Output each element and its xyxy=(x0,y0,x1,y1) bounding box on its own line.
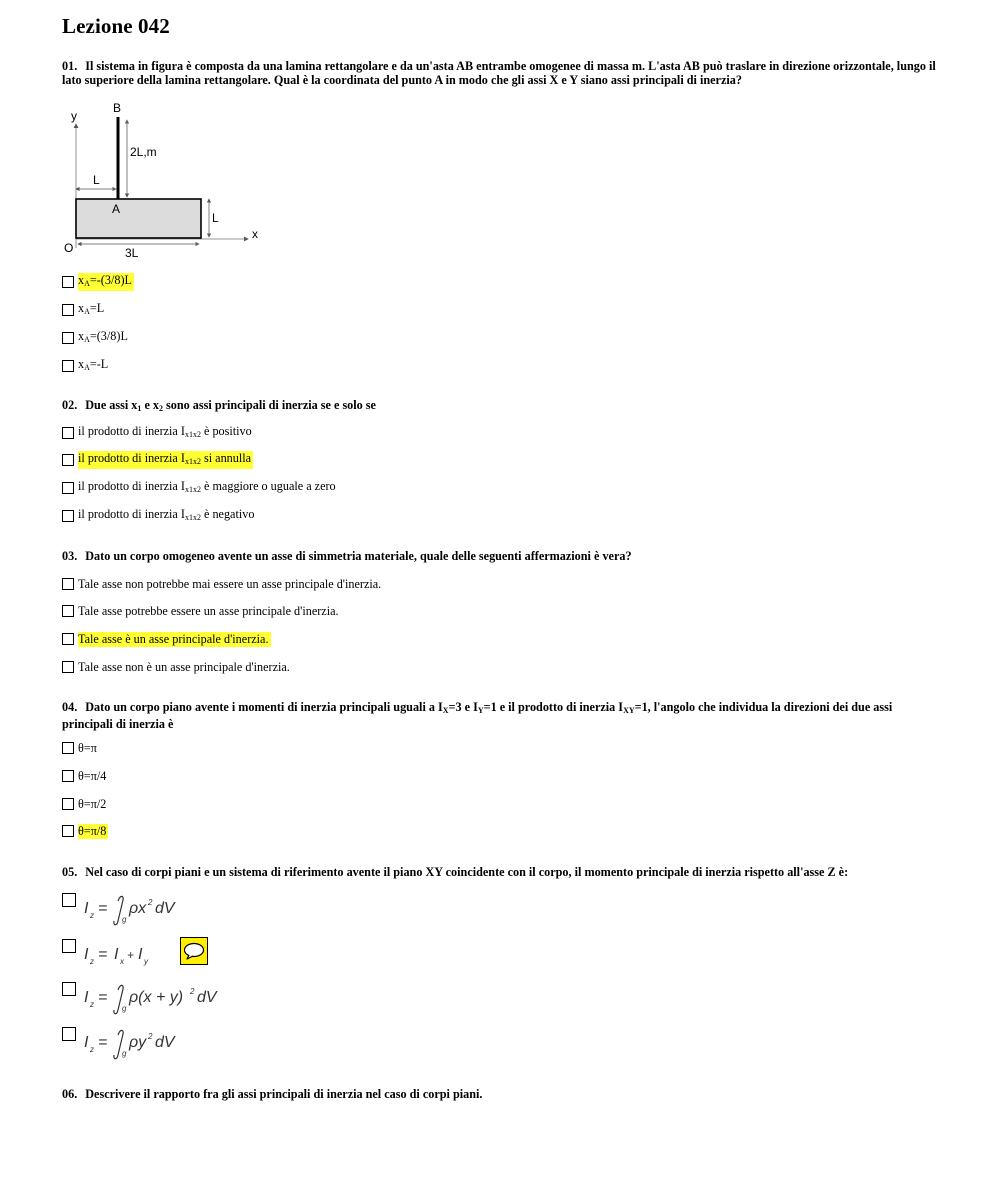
checkbox[interactable] xyxy=(62,798,74,810)
q2-option-1[interactable] xyxy=(62,425,254,441)
option-text: θ=π xyxy=(78,740,97,755)
option-text: Tale asse potrebbe essere un asse principale d'inerzia. xyxy=(78,603,339,618)
q4-option-1[interactable] xyxy=(62,740,99,756)
svg-text:z: z xyxy=(90,1000,94,1009)
svg-text:y: y xyxy=(144,957,148,966)
checkbox[interactable] xyxy=(62,304,74,316)
page-title: Lezione 042 xyxy=(62,14,170,38)
svg-text:=: = xyxy=(98,900,108,917)
option-text: Tale asse non potrebbe mai essere un asse principale d'inerzia. xyxy=(78,576,382,591)
svg-text:2: 2 xyxy=(190,987,195,996)
svg-text:ρy: ρy xyxy=(129,1034,147,1051)
q3-option-4[interactable] xyxy=(62,659,292,675)
svg-text:=: = xyxy=(98,946,108,963)
q1-option-1[interactable] xyxy=(62,274,134,290)
svg-text:I: I xyxy=(114,946,119,963)
option-text: θ=π/2 xyxy=(78,796,107,811)
q5-option-1[interactable] xyxy=(62,891,202,929)
lamina-rectangle xyxy=(76,199,201,238)
svg-text:x: x xyxy=(120,957,124,966)
option-text: $x_A=-(3/8)L$ xyxy=(78,273,134,291)
checkbox[interactable] xyxy=(62,770,74,782)
lamina-rod-figure xyxy=(62,100,272,265)
option-text: il prodotto di inerzia $I_{x1x2}$ è maggiore o uguale a zero xyxy=(78,479,336,494)
q1-option-3[interactable] xyxy=(62,330,130,346)
option-text: Tale asse è un asse principale d'inerzia. xyxy=(78,631,269,646)
q5-option-3[interactable] xyxy=(62,980,232,1018)
question-06 xyxy=(62,1088,942,1102)
svg-text:I: I xyxy=(84,900,89,917)
q4-option-3[interactable] xyxy=(62,796,108,812)
checkbox[interactable] xyxy=(62,332,74,344)
q4-option-2[interactable] xyxy=(62,768,108,784)
svg-text:z: z xyxy=(90,1045,94,1054)
svg-text:=: = xyxy=(98,1034,108,1051)
q5-option-4[interactable] xyxy=(62,1025,202,1063)
svg-text:ρx: ρx xyxy=(129,900,147,917)
formula-Iz-integral-rho-x-plus-y-squared xyxy=(82,980,232,1018)
question-number: 04. xyxy=(62,700,78,714)
q2-option-2[interactable] xyxy=(62,452,253,468)
checkbox[interactable] xyxy=(62,1027,76,1041)
formula-Iz-integral-rho-y2 xyxy=(82,1025,202,1063)
q3-option-2[interactable] xyxy=(62,603,341,619)
svg-text:I: I xyxy=(84,946,89,963)
q3-option-3[interactable] xyxy=(62,631,271,647)
question-number: 03. xyxy=(62,549,78,563)
figure-label-3L: 3L xyxy=(125,246,139,260)
question-number: 05. xyxy=(62,865,78,879)
svg-text:2: 2 xyxy=(148,1032,153,1041)
q4-option-4[interactable] xyxy=(62,823,108,839)
svg-text:2: 2 xyxy=(148,898,153,907)
checkbox[interactable] xyxy=(62,939,76,953)
checkbox[interactable] xyxy=(62,427,74,439)
checkbox[interactable] xyxy=(62,982,76,996)
q1-option-2[interactable] xyxy=(62,302,106,318)
figure-label-L-top: L xyxy=(93,173,100,187)
formula-Iz-integral-rho-x2 xyxy=(82,891,202,929)
question-text: Dato un corpo omogeneo avente un asse di simmetria materiale, quale delle seguenti affermazioni è vera? xyxy=(85,549,632,563)
q2-option-3[interactable] xyxy=(62,480,338,496)
svg-text:I: I xyxy=(84,1034,89,1051)
option-text: $x_A=(3/8)L$ xyxy=(78,329,128,344)
option-text: Tale asse non è un asse principale d'inerzia. xyxy=(78,659,290,674)
figure-label-y: y xyxy=(71,109,77,123)
q1-option-4[interactable] xyxy=(62,358,110,374)
svg-text:dV: dV xyxy=(155,900,175,917)
svg-text:g: g xyxy=(122,1004,127,1013)
figure-label-A: A xyxy=(112,202,121,216)
option-text: $x_A=-L$ xyxy=(78,357,109,372)
checkbox[interactable] xyxy=(62,633,74,645)
option-text: il prodotto di inerzia $I_{x1x2}$ è positivo xyxy=(78,424,252,439)
svg-text:ρ(x + y): ρ(x + y) xyxy=(129,989,184,1006)
question-02: 02. Due assi $x_1$ e $x_2$ sono assi principali di inerzia se e solo se xyxy=(62,398,376,413)
svg-text:I: I xyxy=(84,989,89,1006)
question-number: 06. xyxy=(62,1087,78,1101)
q2-option-4[interactable] xyxy=(62,508,256,524)
q5-option-2[interactable] xyxy=(62,937,208,975)
checkbox[interactable] xyxy=(62,578,74,590)
svg-text:=: = xyxy=(98,989,108,1006)
figure-label-L-side: L xyxy=(212,211,219,225)
checkbox[interactable] xyxy=(62,661,74,673)
option-text: θ=π/8 xyxy=(78,823,107,838)
figure-label-rod: 2L,m xyxy=(130,145,157,159)
question-04: 04. Dato un corpo piano avente i momenti di inerzia principali uguali a $I_X=3$ e $I_Y=1$ e il prodotto di inerzia $I_{XY}=1$, l'angolo che individua la direzioni dei due assi principali di inerzia è xyxy=(62,700,893,731)
svg-text:I: I xyxy=(138,946,143,963)
figure-label-x: x xyxy=(252,227,258,241)
checkbox[interactable] xyxy=(62,482,74,494)
checkbox[interactable] xyxy=(62,510,74,522)
svg-text:dV: dV xyxy=(155,1034,175,1051)
checkbox[interactable] xyxy=(62,825,74,837)
checkbox[interactable] xyxy=(62,454,74,466)
question-text: Il sistema in figura è composta da una lamina rettangolare e da un'asta AB entrambe omogenee di massa m. L'asta AB può traslare in direzione orizzontale, lungo il lato superiore della lamina rettangolare. Qual è la coordinata del punto A in modo che gli assi X e Y siano assi principali di inerzia? xyxy=(62,59,936,87)
figure-label-B: B xyxy=(113,101,122,115)
svg-text:g: g xyxy=(122,915,127,924)
checkbox[interactable] xyxy=(62,742,74,754)
option-text: θ=π/4 xyxy=(78,768,107,783)
checkbox[interactable] xyxy=(62,605,74,617)
svg-text:+: + xyxy=(127,948,135,962)
option-text: il prodotto di inerzia $I_{x1x2}$ è negativo xyxy=(78,507,255,522)
figure-label-O: O xyxy=(64,241,74,255)
svg-text:z: z xyxy=(90,957,94,966)
svg-text:g: g xyxy=(122,1049,127,1058)
question-number: 02. xyxy=(62,398,78,412)
checkbox[interactable] xyxy=(62,893,76,907)
question-01 xyxy=(62,60,942,87)
question-text: Nel caso di corpi piani e un sistema di riferimento avente il piano XY coincidente con il corpo, il momento principale di inerzia rispetto all'asse Z è: xyxy=(85,865,849,879)
question-text: Descrivere il rapporto fra gli assi principali di inerzia nel caso di corpi piani. xyxy=(85,1087,483,1101)
question-05 xyxy=(62,866,942,880)
checkbox[interactable] xyxy=(62,276,74,288)
checkbox[interactable] xyxy=(62,360,74,372)
svg-text:dV: dV xyxy=(197,989,217,1006)
svg-text:z: z xyxy=(90,911,94,920)
speech-bubble-icon[interactable] xyxy=(180,937,208,965)
q3-option-1[interactable] xyxy=(62,576,383,592)
option-text: $x_A=L$ xyxy=(78,301,105,316)
question-number: 01. xyxy=(62,59,78,73)
formula-Iz-equals-Ix-plus-Iy xyxy=(82,937,172,975)
question-03 xyxy=(62,550,942,564)
option-text: il prodotto di inerzia $I_{x1x2}$ si annulla xyxy=(78,451,253,469)
